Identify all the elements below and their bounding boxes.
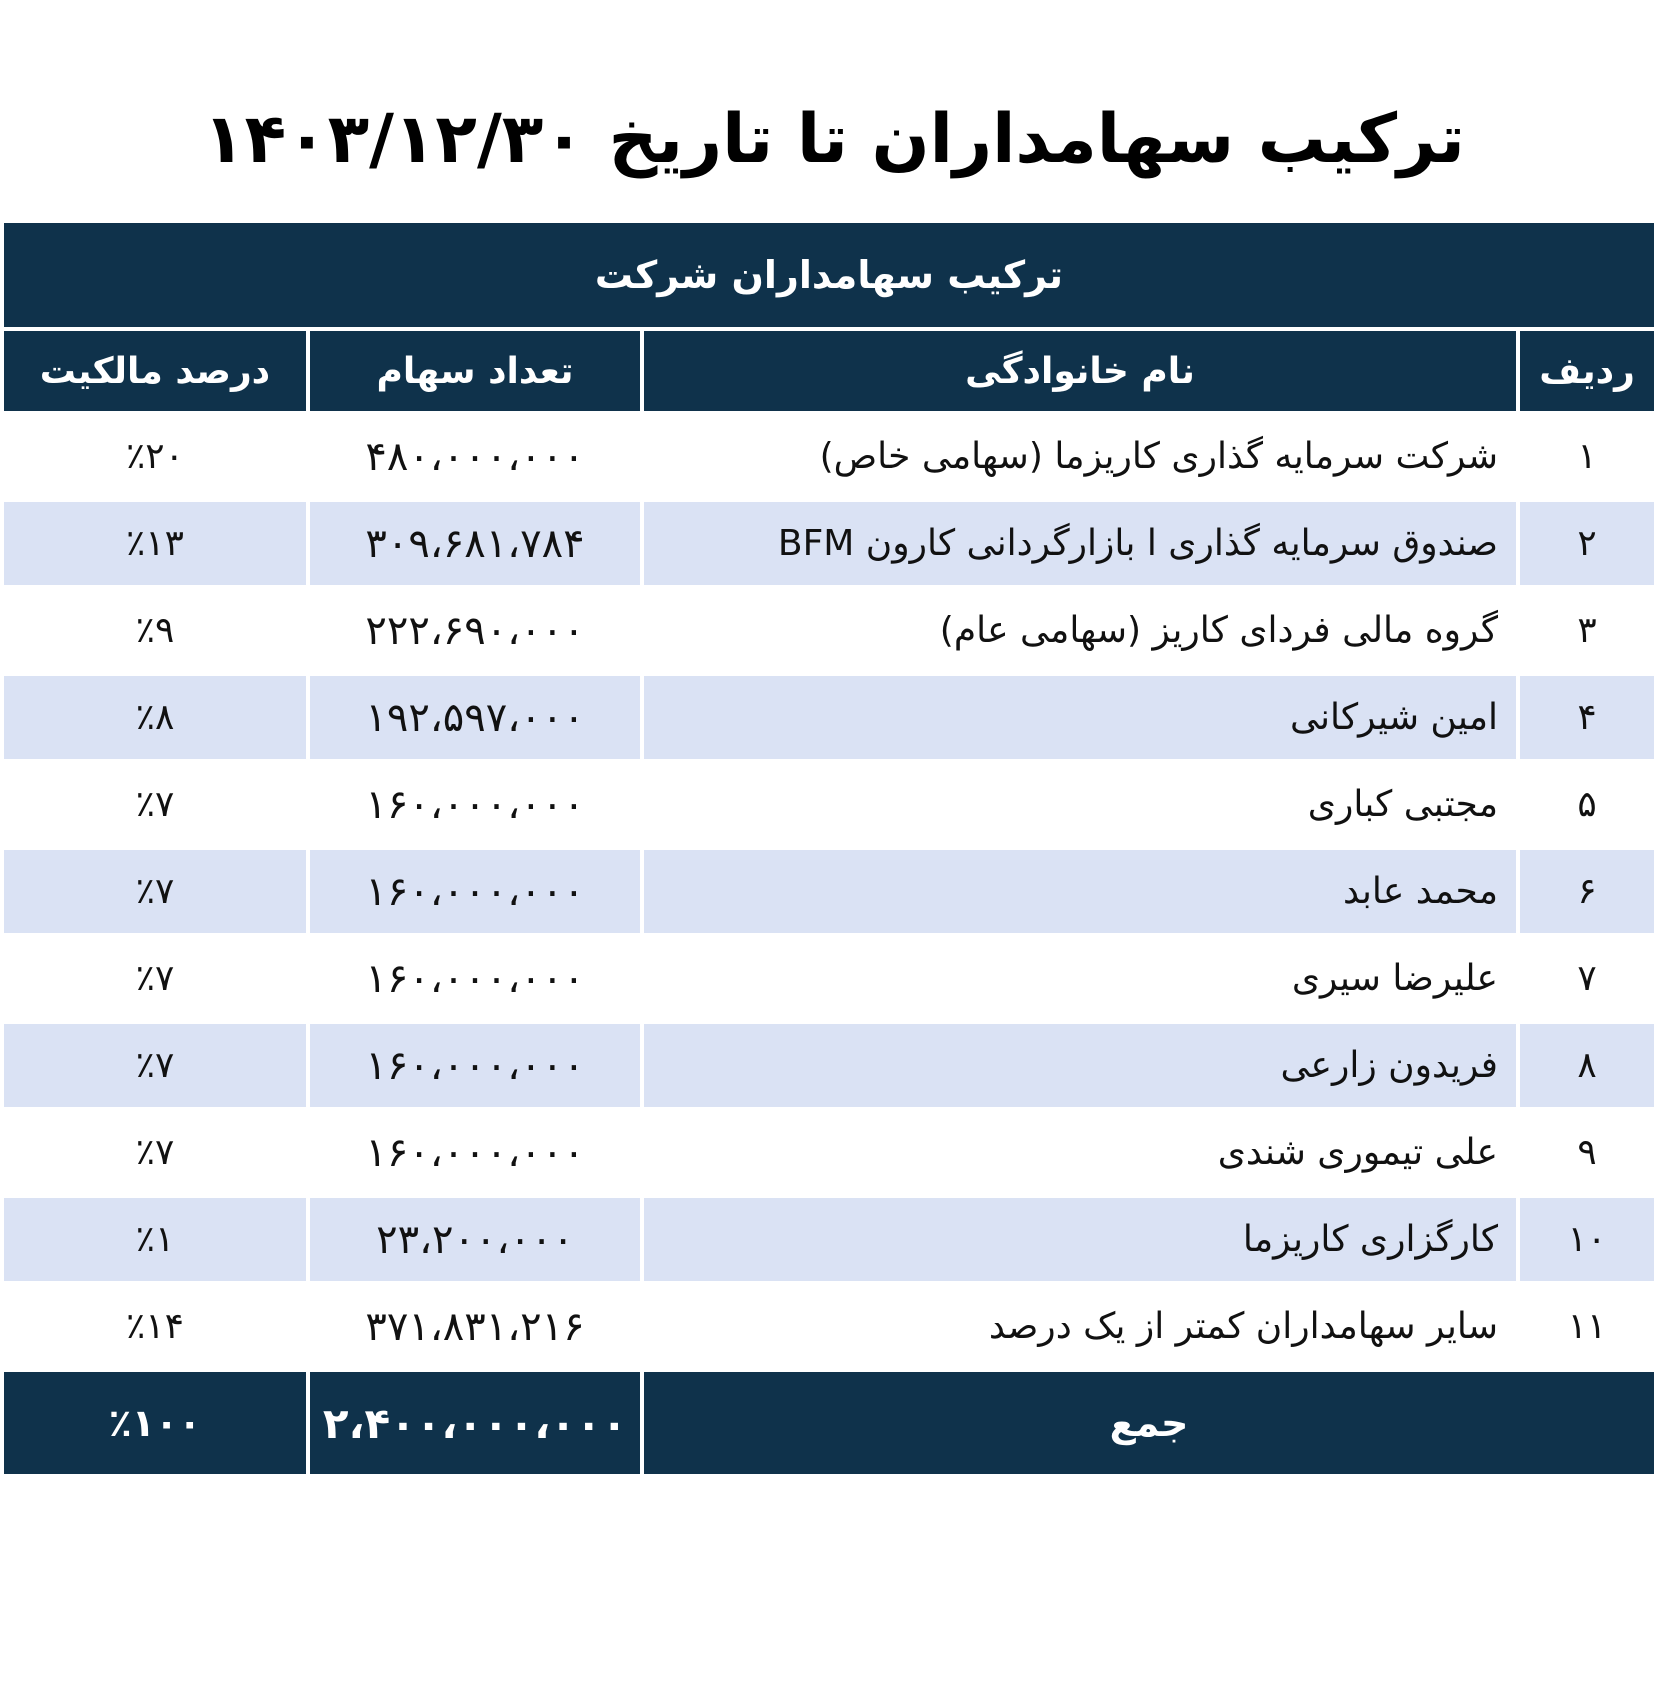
ownership-percent: ٪۷ bbox=[2, 1109, 308, 1196]
shareholder-name: علی تیموری شندی bbox=[642, 1109, 1518, 1196]
ownership-percent: ٪۱۴ bbox=[2, 1283, 308, 1370]
page-title: ترکیب سهامداران تا تاریخ ۱۴۰۳/۱۲/۳۰ bbox=[203, 99, 1465, 179]
row-index: ۸ bbox=[1518, 1022, 1656, 1109]
row-index: ۱۱ bbox=[1518, 1283, 1656, 1370]
table-caption: ترکیب سهامداران شرکت bbox=[2, 221, 1656, 329]
shareholders-table-container bbox=[4, 219, 1658, 1478]
table-header-row bbox=[2, 329, 1656, 413]
header-row-number: ردیف bbox=[1518, 329, 1656, 413]
table-row bbox=[2, 1283, 1656, 1370]
table-row bbox=[2, 1022, 1656, 1109]
ownership-percent: ٪۲۰ bbox=[2, 413, 308, 500]
table-row bbox=[2, 935, 1656, 1022]
ownership-percent: ٪۸ bbox=[2, 674, 308, 761]
share-count: ۱۶۰،۰۰۰،۰۰۰ bbox=[308, 1022, 642, 1109]
table-row bbox=[2, 1109, 1656, 1196]
row-index: ۴ bbox=[1518, 674, 1656, 761]
total-percent: ٪۱۰۰ bbox=[2, 1370, 308, 1476]
shareholder-name: علیرضا سیری bbox=[642, 935, 1518, 1022]
row-index: ۳ bbox=[1518, 587, 1656, 674]
row-index: ۶ bbox=[1518, 848, 1656, 935]
share-count: ۳۷۱،۸۳۱،۲۱۶ bbox=[308, 1283, 642, 1370]
header-percent: درصد مالکیت bbox=[2, 329, 308, 413]
row-index: ۹ bbox=[1518, 1109, 1656, 1196]
shareholder-name: امین شیرکانی bbox=[642, 674, 1518, 761]
table-caption-row bbox=[2, 221, 1656, 329]
table-total-row bbox=[2, 1370, 1656, 1476]
share-count: ۱۹۲،۵۹۷،۰۰۰ bbox=[308, 674, 642, 761]
shareholder-name: محمد عابد bbox=[642, 848, 1518, 935]
ownership-percent: ٪۷ bbox=[2, 935, 308, 1022]
share-count: ۴۸۰،۰۰۰،۰۰۰ bbox=[308, 413, 642, 500]
header-shares: تعداد سهام bbox=[308, 329, 642, 413]
table-row bbox=[2, 674, 1656, 761]
shareholder-name: کارگزاری کاریزما bbox=[642, 1196, 1518, 1283]
ownership-percent: ٪۷ bbox=[2, 1022, 308, 1109]
share-count: ۱۶۰،۰۰۰،۰۰۰ bbox=[308, 761, 642, 848]
table-row bbox=[2, 1196, 1656, 1283]
ownership-percent: ٪۱ bbox=[2, 1196, 308, 1283]
table-row bbox=[2, 413, 1656, 500]
ownership-percent: ٪۷ bbox=[2, 761, 308, 848]
share-count: ۱۶۰،۰۰۰،۰۰۰ bbox=[308, 848, 642, 935]
row-index: ۱۰ bbox=[1518, 1196, 1656, 1283]
row-index: ۲ bbox=[1518, 500, 1656, 587]
table-row bbox=[2, 500, 1656, 587]
share-count: ۳۰۹،۶۸۱،۷۸۴ bbox=[308, 500, 642, 587]
shareholder-name: شرکت سرمایه گذاری کاریزما (سهامی خاص) bbox=[642, 413, 1518, 500]
ownership-percent: ٪۱۳ bbox=[2, 500, 308, 587]
header-name: نام خانوادگی bbox=[642, 329, 1518, 413]
shareholder-name: فریدون زارعی bbox=[642, 1022, 1518, 1109]
share-count: ۲۳،۲۰۰،۰۰۰ bbox=[308, 1196, 642, 1283]
shareholder-name: سایر سهامداران کمتر از یک درصد bbox=[642, 1283, 1518, 1370]
share-count: ۱۶۰،۰۰۰،۰۰۰ bbox=[308, 1109, 642, 1196]
ownership-percent: ٪۹ bbox=[2, 587, 308, 674]
row-index: ۵ bbox=[1518, 761, 1656, 848]
share-count: ۱۶۰،۰۰۰،۰۰۰ bbox=[308, 935, 642, 1022]
shareholder-name: گروه مالی فردای کاریز (سهامی عام) bbox=[642, 587, 1518, 674]
row-index: ۷ bbox=[1518, 935, 1656, 1022]
shareholder-name: صندوق سرمایه گذاری ا بازارگردانی کارون BFM bbox=[642, 500, 1518, 587]
shareholder-name: مجتبی کباری bbox=[642, 761, 1518, 848]
ownership-percent: ٪۷ bbox=[2, 848, 308, 935]
total-label: جمع bbox=[642, 1370, 1656, 1476]
shareholders-table bbox=[0, 219, 1658, 1478]
total-share-count: ۲،۴۰۰،۰۰۰،۰۰۰ bbox=[308, 1370, 642, 1476]
table-row bbox=[2, 761, 1656, 848]
table-row bbox=[2, 587, 1656, 674]
table-row bbox=[2, 848, 1656, 935]
row-index: ۱ bbox=[1518, 413, 1656, 500]
share-count: ۲۲۲،۶۹۰،۰۰۰ bbox=[308, 587, 642, 674]
